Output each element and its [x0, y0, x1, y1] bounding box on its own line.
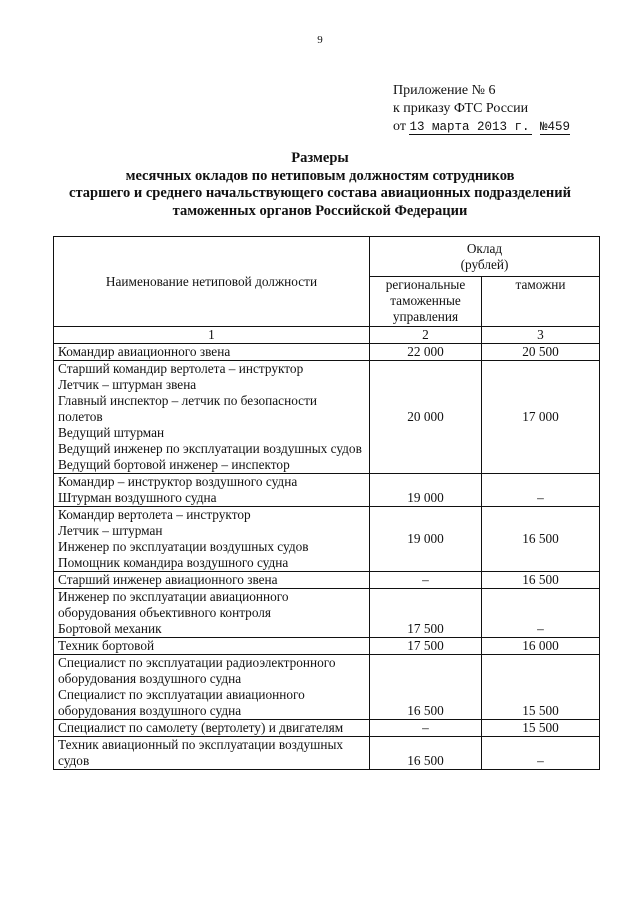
table-body — [54, 344, 600, 770]
table-row — [54, 361, 600, 474]
table-row — [54, 344, 600, 361]
position-name: Ведущий бортовой инженер – инспектор — [58, 457, 290, 472]
table-row — [54, 474, 600, 507]
position-name: Техник авиационный по эксплуатации воздушных судов — [58, 737, 344, 768]
position-name: Специалист по самолету (вертолету) и двигателям — [58, 720, 344, 735]
table-row — [54, 507, 600, 572]
regional-salary-cell: 16 500 — [370, 737, 482, 770]
position-cell — [54, 589, 370, 638]
regional-salary-cell: – — [370, 720, 482, 737]
position-name: Старший инженер авиационного звена — [58, 572, 278, 587]
column-number-1: 1 — [54, 327, 370, 344]
position-name: Ведущий штурман — [58, 425, 165, 440]
position-name: Специалист по эксплуатации авиационного оборудования воздушного судна — [58, 687, 305, 718]
appendix-date: 13 марта 2013 г. — [409, 121, 532, 135]
table-row — [54, 638, 600, 655]
table-row — [54, 589, 600, 638]
document-title — [40, 150, 600, 220]
regional-salary-cell: 22 000 — [370, 344, 482, 361]
table-row — [54, 572, 600, 589]
position-name: Помощник командира воздушного судна — [58, 555, 289, 570]
header-salary-line2: (рублей) — [460, 256, 509, 272]
position-name: Старший командир вертолета – инструктор — [58, 361, 304, 376]
regional-salary-cell: 19 000 — [370, 474, 482, 507]
position-name: Главный инспектор – летчик по безопасности полетов — [58, 393, 318, 424]
position-name: Специалист по эксплуатации радиоэлектронного оборудования воздушного судна — [58, 655, 336, 686]
position-name: Командир – инструктор воздушного судна — [58, 474, 298, 489]
position-name: Летчик – штурман — [58, 523, 163, 538]
regional-salary-cell: – — [370, 572, 482, 589]
table-row — [54, 655, 600, 720]
header-salary-line1: Оклад — [466, 240, 503, 256]
column-number-3: 3 — [482, 327, 600, 344]
customs-salary-cell: 16 500 — [482, 572, 600, 589]
position-name: Бортовой механик — [58, 621, 162, 636]
column-number-2: 2 — [370, 327, 482, 344]
position-cell — [54, 720, 370, 737]
header-customs: таможни — [482, 277, 600, 327]
regional-salary-cell: 17 500 — [370, 638, 482, 655]
customs-salary-cell: 16 500 — [482, 507, 600, 572]
appendix-order-ref: к приказу ФТС России — [393, 101, 529, 116]
customs-salary-cell: 15 500 — [482, 655, 600, 720]
appendix-date-line — [393, 118, 570, 136]
customs-salary-cell: – — [482, 589, 600, 638]
header-position: Наименование нетиповой должности — [54, 237, 370, 327]
position-name: Летчик – штурман звена — [58, 377, 197, 392]
salary-table — [53, 236, 600, 770]
customs-salary-cell: 17 000 — [482, 361, 600, 474]
appendix-number: №459 — [539, 120, 570, 134]
position-cell — [54, 638, 370, 655]
customs-salary-cell: 20 500 — [482, 344, 600, 361]
regional-salary-cell: 20 000 — [370, 361, 482, 474]
position-name: Инженер по эксплуатации воздушных судов — [58, 539, 309, 554]
position-name: Ведущий инженер по эксплуатации воздушных судов — [58, 441, 362, 456]
header-regional: региональные таможенные управления — [370, 277, 482, 327]
position-cell — [54, 361, 370, 474]
title-line-4: таможенных органов Российской Федерации — [172, 202, 468, 219]
title-line-1: Размеры — [291, 150, 349, 166]
appendix-title: Приложение № 6 — [393, 83, 496, 98]
regional-salary-cell: 17 500 — [370, 589, 482, 638]
regional-salary-cell: 16 500 — [370, 655, 482, 720]
position-name: Командир вертолета – инструктор — [58, 507, 251, 522]
position-cell — [54, 474, 370, 507]
position-name: Командир авиационного звена — [58, 344, 231, 359]
position-cell — [54, 655, 370, 720]
customs-salary-cell: – — [482, 737, 600, 770]
customs-salary-cell: 16 000 — [482, 638, 600, 655]
position-name: Инженер по эксплуатации авиационного оборудования объективного контроля — [58, 589, 289, 620]
position-cell — [54, 572, 370, 589]
title-line-3: старшего и среднего начальствующего состава авиационных подразделений — [69, 185, 571, 201]
title-line-2: месячных окладов по нетиповым должностям сотрудников — [125, 167, 515, 184]
customs-salary-cell: – — [482, 474, 600, 507]
table-row — [54, 720, 600, 737]
appendix-from-label: от — [393, 119, 406, 134]
position-cell — [54, 737, 370, 770]
regional-salary-cell: 19 000 — [370, 507, 482, 572]
appendix-block — [393, 82, 570, 136]
position-cell — [54, 344, 370, 361]
customs-salary-cell: 15 500 — [482, 720, 600, 737]
position-cell — [54, 507, 370, 572]
table-row — [54, 737, 600, 770]
page-number: 9 — [317, 34, 323, 46]
position-name: Техник бортовой — [58, 638, 155, 653]
position-name: Штурман воздушного судна — [58, 490, 217, 505]
header-salary — [370, 237, 600, 277]
